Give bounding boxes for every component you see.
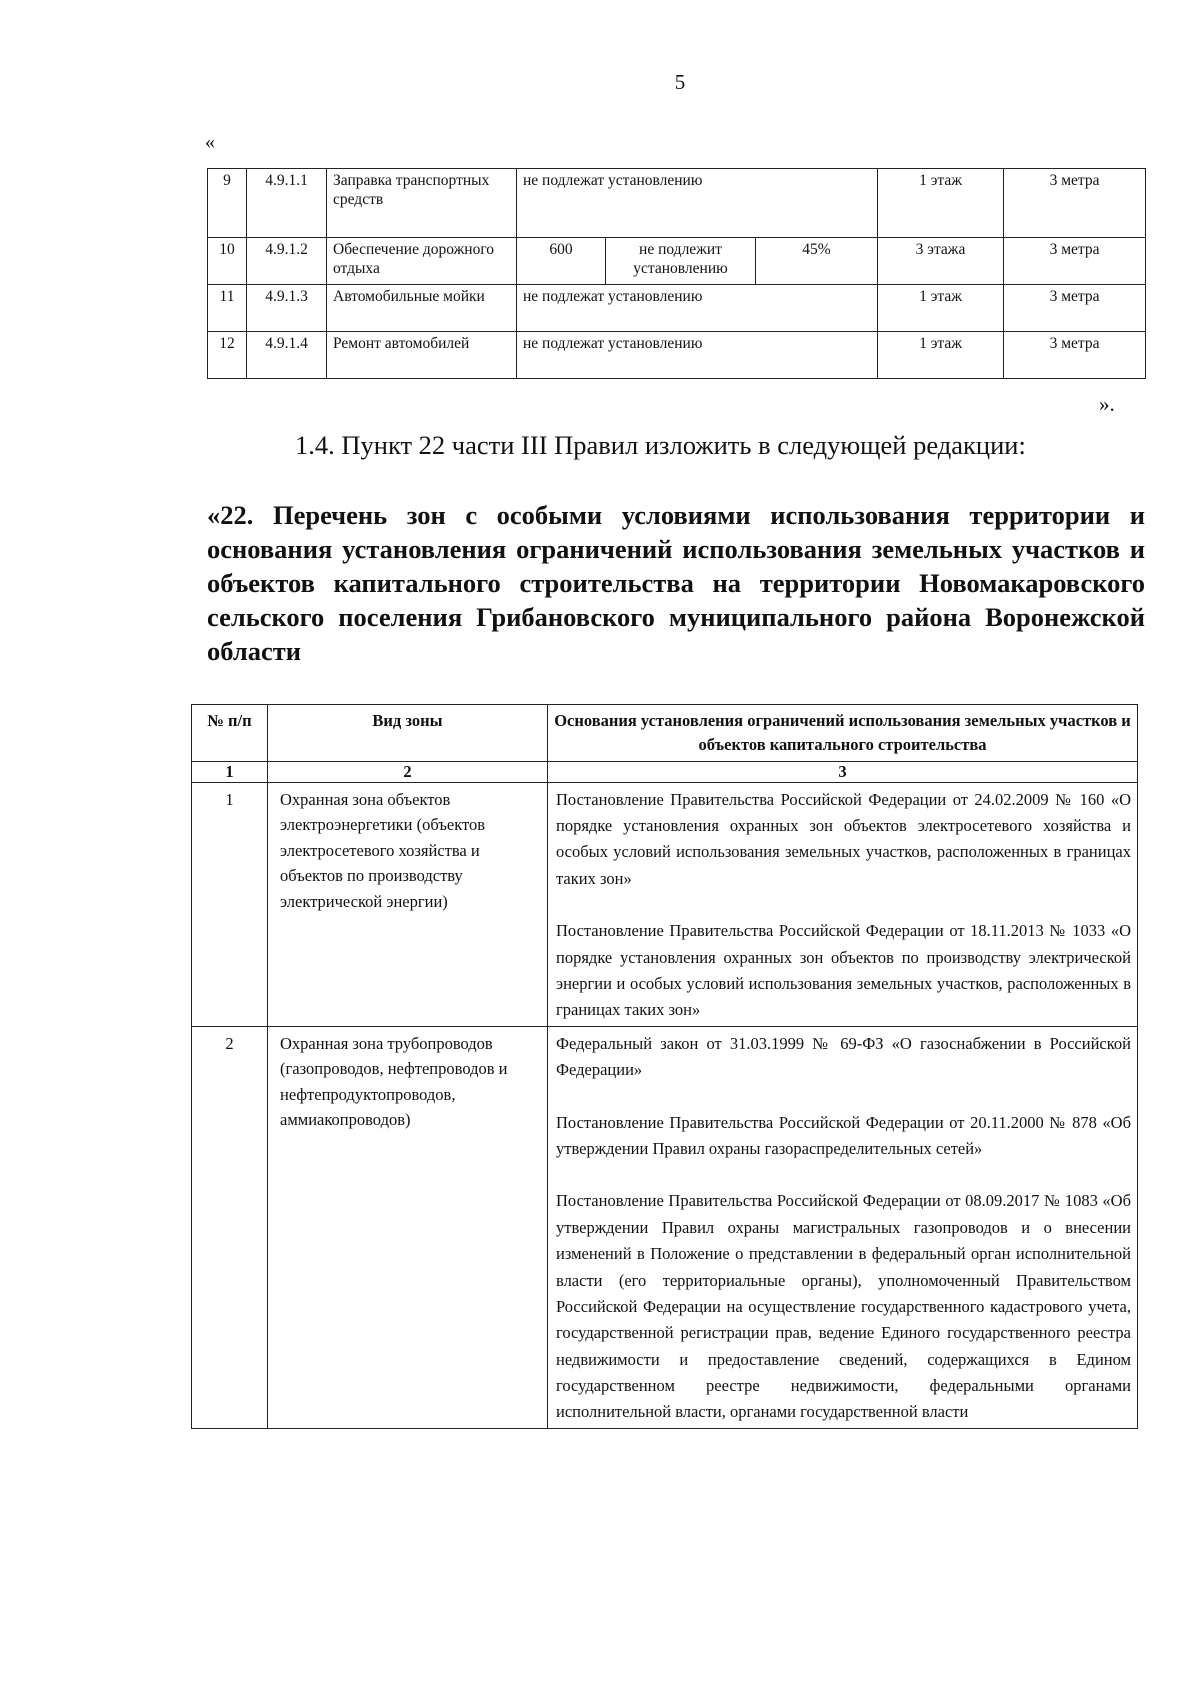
use-name: Автомобильные мойки (327, 285, 517, 332)
floors: 1 этаж (878, 285, 1004, 332)
table-row (192, 1026, 1138, 1428)
col-number: 3 (548, 761, 1138, 782)
floors: 1 этаж (878, 332, 1004, 379)
restriction-zones-table (191, 704, 1138, 1429)
header-num: № п/п (192, 705, 268, 762)
table-row (208, 238, 1146, 285)
use-name: Заправка транспортных средств (327, 169, 517, 238)
table-row (208, 285, 1146, 332)
basis-paragraph: Постановление Правительства Российской Федерации от 24.02.2009 № 160 «О порядке установления охранных зон объектов электросетевого хозяйства и особых условий использования земельных участков, расположенных в границах таких зон» (556, 789, 1131, 888)
zone-type: Охранная зона трубопроводов (газопроводов, нефтепроводов и нефтепродуктопроводов, аммиакопроводов) (268, 1026, 548, 1428)
header-basis: Основания установления ограничений использования земельных участков и объектов капитального строительства (548, 705, 1138, 762)
basis-paragraph: Постановление Правительства Российской Федерации от 08.09.2017 № 1083 «Об утверждении Правил охраны магистральных газопроводов и о внесении изменений в Положение о представлении в федеральный орган исполнительной власти (его территориальные органы), уполномоченный Правительством Российской Федерации на осуществление государственного кадастрового учета, государственной регистрации прав, ведение Единого государственного реестра недвижимости и предоставление сведений, содержащихся в Едином государственном реестре недвижимости, федеральными органами исполнительной власти, органами государственной власти (556, 1191, 1131, 1422)
height: 3 метра (1004, 332, 1146, 379)
use-code: 4.9.1.2 (247, 238, 327, 285)
use-code: 4.9.1.4 (247, 332, 327, 379)
row-number: 2 (192, 1026, 268, 1428)
basis-paragraph: Постановление Правительства Российской Федерации от 18.11.2013 № 1033 «О порядке установления охранных зон объектов по производству электрической энергии и особых условий использования земельных участков, расположенных в границах таких зон» (556, 921, 1131, 1020)
col-number: 1 (192, 761, 268, 782)
row-number: 9 (208, 169, 247, 238)
page-number: 5 (674, 70, 686, 94)
row-number: 11 (208, 285, 247, 332)
setback: не подлежит установлению (606, 238, 756, 285)
basis-cell (548, 782, 1138, 1026)
min-area: 600 (517, 238, 606, 285)
section-22-title: «22. Перечень зон с особыми условиями использования территории и основания установления ограничений использования земельных участков и объектов капитального строительства на территории Новомакаровского сельского поселения Грибановского муниципального района Воронежской области (207, 500, 1145, 666)
basis-paragraph: Федеральный закон от 31.03.1999 № 69-ФЗ «О газоснабжении в Российской Федерации» (556, 1033, 1131, 1080)
row-number: 10 (208, 238, 247, 285)
floors: 3 этажа (878, 238, 1004, 285)
table-row (208, 332, 1146, 379)
height: 3 метра (1004, 285, 1146, 332)
merged-value: не подлежат установлению (517, 169, 878, 238)
row-number: 1 (192, 782, 268, 1026)
table-row (192, 782, 1138, 1026)
column-number-row (192, 761, 1138, 782)
zone-type: Охранная зона объектов электроэнергетики (объектов электросетевого хозяйства и объектов по производству электрической энергии) (268, 782, 548, 1026)
header-zone: Вид зоны (268, 705, 548, 762)
use-name: Ремонт автомобилей (327, 332, 517, 379)
basis-paragraph: Постановление Правительства Российской Федерации от 20.11.2000 № 878 «Об утверждении Правил охраны газораспределительных сетей» (556, 1112, 1131, 1158)
table-header-row (192, 705, 1138, 762)
merged-value: не подлежат установлению (517, 285, 878, 332)
height: 3 метра (1004, 238, 1146, 285)
close-quote: ». (1099, 392, 1115, 416)
floors: 1 этаж (878, 169, 1004, 238)
use-code: 4.9.1.3 (247, 285, 327, 332)
use-name: Обеспечение дорожного отдыха (327, 238, 517, 285)
amendment-heading: 1.4. Пункт 22 части III Правил изложить в следующей редакции: (295, 430, 1026, 460)
coverage-percent: 45% (756, 238, 878, 285)
table-row (208, 169, 1146, 238)
col-number: 2 (268, 761, 548, 782)
use-code: 4.9.1.1 (247, 169, 327, 238)
merged-value: не подлежат установлению (517, 332, 878, 379)
basis-cell (548, 1026, 1138, 1428)
height: 3 метра (1004, 169, 1146, 238)
row-number: 12 (208, 332, 247, 379)
land-use-parameters-table (207, 168, 1146, 379)
open-quote: « (205, 131, 215, 153)
